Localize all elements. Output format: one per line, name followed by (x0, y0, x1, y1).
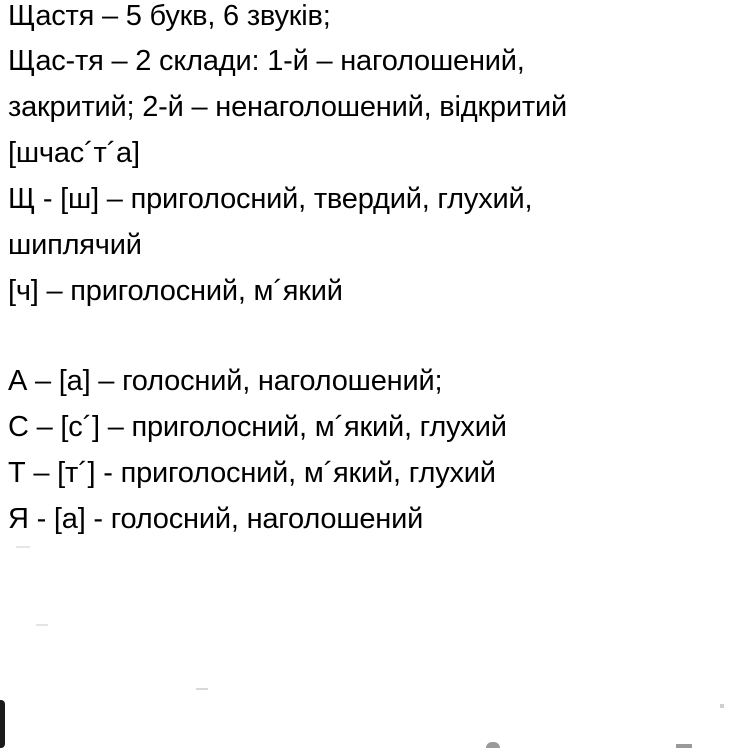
text-line: Щастя – 5 букв, 6 звуків; (8, 0, 331, 32)
text-line: шиплячий (8, 229, 142, 261)
scan-artifact (196, 688, 208, 690)
scan-artifact (0, 700, 5, 748)
text-line: [шчас´т´а] (8, 137, 140, 169)
scan-artifact (676, 744, 692, 748)
scan-artifact (486, 742, 500, 748)
text-line: Щас-тя – 2 склади: 1-й – наголошений, (8, 45, 525, 77)
scan-artifact (36, 624, 48, 626)
text-line: С – [с´] – приголосний, м´який, глухий (8, 411, 507, 443)
text-line: закритий; 2-й – ненаголошений, відкритий (8, 91, 567, 123)
phonetic-analysis-text (8, 0, 744, 542)
text-line: Щ - [ш] – приголосний, твердий, глухий, (8, 183, 533, 215)
text-line: Т – [т´] - приголосний, м´який, глухий (8, 457, 496, 489)
scan-artifact (720, 704, 724, 708)
text-line: А – [а] – голосний, наголошений; (8, 365, 443, 397)
text-line: Я - [а] - голосний, наголошений (8, 503, 424, 535)
paragraph-gap (8, 314, 744, 358)
scan-artifact (16, 546, 30, 548)
text-line: [ч] – приголосний, м´який (8, 275, 343, 307)
